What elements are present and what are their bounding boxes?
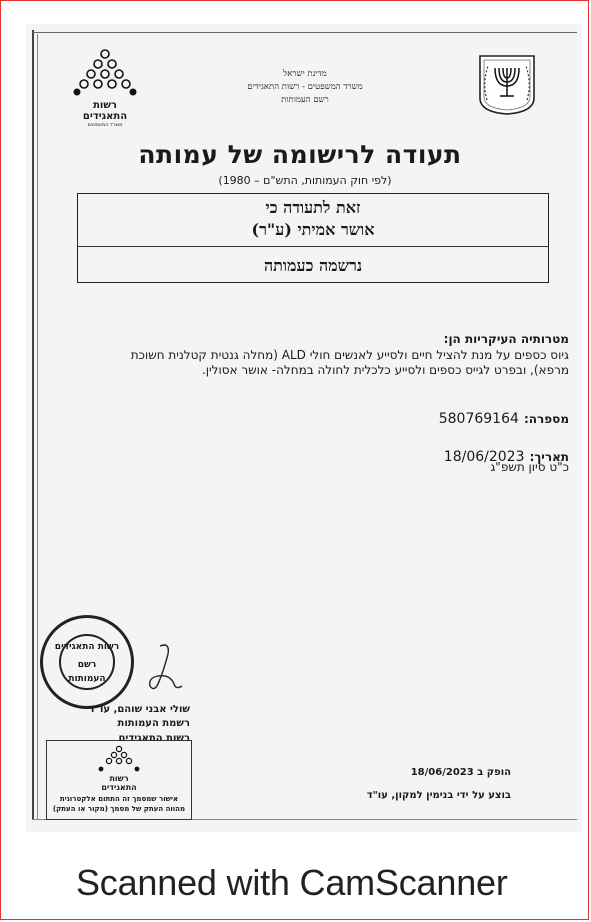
- purposes-heading: מטרותיה העיקריות הן:: [443, 332, 569, 346]
- e-sign-text2: מהווה העתק של מסמך (מקור או העתק): [52, 805, 186, 813]
- certificate-subtitle: (לפי חוק העמותות, התש"ם – 1980): [218, 174, 392, 187]
- hebrew-date: כ"ט סיון תשפ"ג: [490, 460, 569, 474]
- box-line-intro: זאת לתעודה כי: [265, 198, 361, 217]
- logo-text-line2: התאגידים: [82, 111, 128, 122]
- ministry-line3: רשם העמותות: [281, 95, 329, 105]
- small-logo-text1: רשות: [109, 774, 129, 783]
- purposes-body: גיוס כספים על מנת להציל חיים ולסייע לאנשים חולי ALD (מחלה גנטית קטלנית חשוכת מרפא), ובפרט לגייס כספים ולסייע כלכלית לחולה במחלה- אושר אסולין.: [130, 348, 569, 377]
- electronic-signature-box: [46, 740, 192, 820]
- official-stamp: [40, 615, 134, 709]
- small-triangle-circles-icon: [95, 745, 143, 773]
- e-sign-text1: אישור שמסמך זה התתום אלקטרונית: [59, 795, 179, 803]
- triangle-circles-icon: [70, 48, 140, 96]
- stamp-text-authority: רשות התאגידים: [54, 642, 120, 652]
- page-border-top: [32, 32, 577, 33]
- page-border-left-inner: [37, 34, 38, 820]
- stamp-text-registrar: רשם: [77, 660, 97, 670]
- registration-box: [77, 193, 549, 283]
- page-border-left: [32, 30, 34, 820]
- stamp-text-associations: העמותות: [68, 674, 106, 684]
- signatory-name: שולי אבני שוהם, עו"ד: [88, 704, 190, 715]
- printed-date: הופק ב 18/06/2023: [410, 767, 511, 778]
- logo-text-line3: משרד המשפטים: [87, 122, 123, 128]
- logo-text-line1: רשות: [93, 100, 117, 111]
- number-value: 580769164: [438, 411, 519, 427]
- box-line-registered: נרשמה כעמותה: [263, 256, 363, 275]
- box-divider: [78, 246, 548, 247]
- box-line-org-name: אושר אמיתי (ע"ר): [251, 220, 375, 239]
- signatory-title: רשמת העמותות: [117, 718, 190, 729]
- certificate-title: תעודה לרישומה של עמותה: [138, 140, 462, 169]
- date-value: 18/06/2023: [443, 449, 525, 465]
- registration-number-row: [439, 408, 569, 427]
- printed-by: בוצע על ידי בנימין למקון, עו"ד: [366, 790, 511, 801]
- date-label: תאריך:: [529, 450, 569, 464]
- small-logo-text2: התאגידים: [101, 783, 137, 792]
- ministry-header: [230, 68, 380, 107]
- handwritten-signature: [140, 640, 190, 702]
- signatory-role: רשות התאגידים: [118, 733, 190, 744]
- ministry-line2: משרד המשפטים - רשות התאגידים: [247, 82, 363, 92]
- number-label: מספרה:: [524, 412, 569, 426]
- camscanner-footer: Scanned with CamScanner: [76, 862, 508, 903]
- corporations-authority-logo: [70, 48, 140, 128]
- state-emblem: [474, 54, 540, 120]
- menorah-emblem-icon: [474, 54, 540, 116]
- ministry-line1: מדינת ישראל: [283, 69, 327, 79]
- small-authority-logo: [95, 745, 143, 777]
